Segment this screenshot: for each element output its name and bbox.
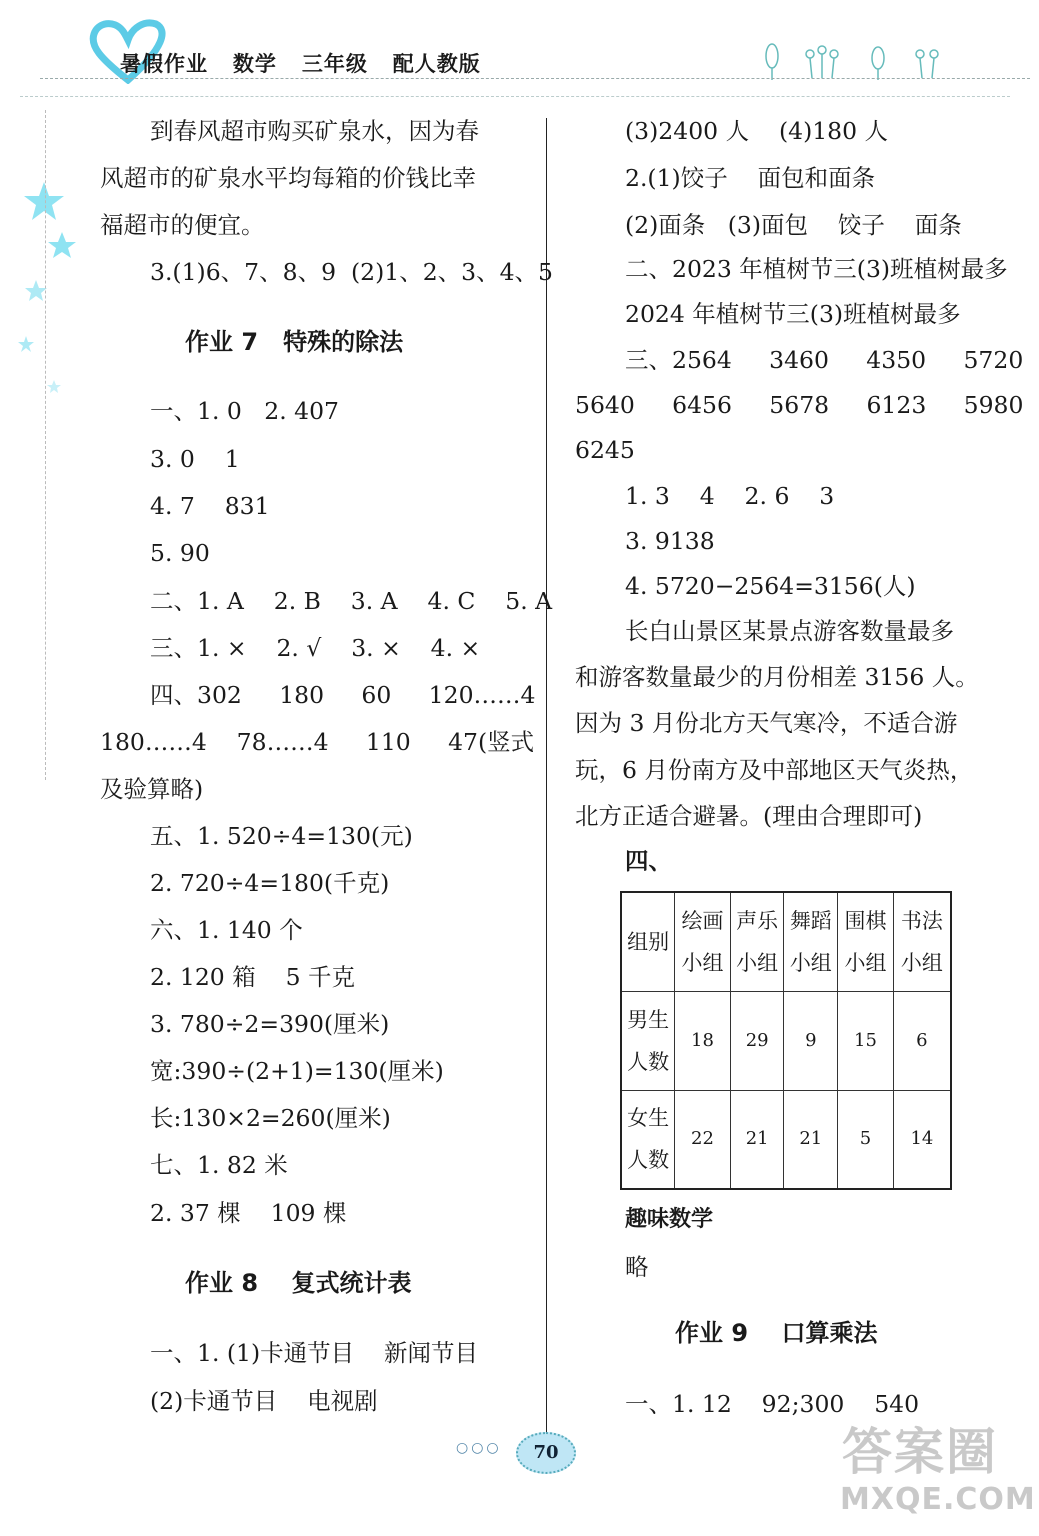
text-line: 因为 3 月份北方天气寒冷，不适合游 [575, 709, 958, 737]
table-header-cell: 书法 小组 [893, 892, 951, 991]
answer-line: 3.(1)6、7、8、9 (2)1、2、3、4、5 [150, 258, 553, 286]
table-header-cell: 绘画 小组 [675, 892, 731, 991]
margin-guide [45, 110, 46, 780]
answer-line: 一、1. 0 2. 407 [150, 397, 339, 425]
header-divider [40, 78, 1030, 79]
tree-decoration-icon [760, 40, 950, 82]
answer-line: 6245 [575, 436, 635, 464]
table-cell: 29 [730, 991, 784, 1090]
answer-line: 2.(1)饺子 面包和面条 [625, 164, 876, 192]
star-decoration-icon [18, 180, 78, 400]
answer-line: 二、1. A 2. B 3. A 4. C 5. A [150, 587, 553, 615]
row-label: 男生 人数 [621, 991, 675, 1090]
section-heading: 作业 8 复式统计表 [185, 1269, 412, 1297]
answer-line: 5640 6456 5678 6123 5980 [575, 391, 1024, 419]
answer-line: 一、1. (1)卡通节目 新闻节目 [150, 1339, 479, 1367]
answer-line: 2024 年植树节三(3)班植树最多 [625, 300, 961, 328]
text-line: 到春风超市购买矿泉水，因为春 [150, 117, 479, 145]
answer-line: 4. 5720−2564=3156(人) [625, 572, 916, 600]
table-header-row [621, 892, 951, 991]
table-cell: 15 [838, 991, 894, 1090]
page-number: 70 [516, 1432, 576, 1474]
answer-line: 2. 120 箱 5 千克 [150, 963, 356, 991]
text-line: 长白山景区某景点游客数量最多 [625, 617, 954, 645]
answer-line: 4. 7 831 [150, 492, 270, 520]
answer-line: 二、2023 年植树节三(3)班植树最多 [625, 255, 1008, 283]
table-header-cell: 围棋 小组 [838, 892, 894, 991]
text-line: 风超市的矿泉水平均每箱的价钱比幸 [100, 164, 476, 192]
table-cell: 6 [893, 991, 951, 1090]
table-cell: 9 [784, 991, 838, 1090]
answer-line: 宽:390÷(2+1)=130(厘米) [150, 1057, 444, 1085]
answer-line: 3. 780÷2=390(厘米) [150, 1010, 390, 1038]
footer-dots: ○○○ [456, 1440, 502, 1456]
page-header [0, 0, 1039, 110]
answer-line: 四、302 180 60 120……4 [150, 681, 536, 709]
table-cell: 18 [675, 991, 731, 1090]
text-line: 玩，6 月份南方及中部地区天气炎热， [575, 756, 974, 784]
table-cell: 22 [675, 1090, 731, 1189]
answer-line: 七、1. 82 米 [150, 1151, 288, 1179]
answer-line: 2. 720÷4=180(千克) [150, 869, 390, 897]
answer-line: (2)面条 (3)面包 饺子 面条 [625, 211, 962, 239]
table-cell: 21 [784, 1090, 838, 1189]
column-divider [546, 118, 547, 1440]
answer-line: 三、1. × 2. √ 3. × 4. × [150, 634, 481, 662]
table-header-cell: 声乐 小组 [730, 892, 784, 991]
answer-line: 三、2564 3460 4350 5720 [625, 346, 1024, 374]
answer-line: 2. 37 棵 109 棵 [150, 1199, 347, 1227]
section-heading: 作业 7 特殊的除法 [185, 328, 404, 356]
header-divider-2 [20, 96, 1010, 97]
text-line: 北方正适合避暑。(理由合理即可) [575, 802, 923, 830]
watermark-text: 答案圈 [842, 1423, 998, 1481]
header-title: 暑假作业 数学 三年级 配人教版 [120, 52, 481, 76]
text-line: 福超市的便宜。 [100, 211, 265, 239]
answer-line: 六、1. 140 个 [150, 916, 303, 944]
answer-line: (2)卡通节目 电视剧 [150, 1387, 378, 1415]
table-row [621, 991, 951, 1090]
answer-line: 1. 3 4 2. 6 3 [625, 482, 835, 510]
fun-math-title: 趣味数学 [625, 1207, 714, 1232]
text-line: 和游客数量最少的月份相差 3156 人。 [575, 663, 979, 691]
answer-line: 3. 9138 [625, 527, 715, 555]
section-heading: 作业 9 口算乘法 [675, 1319, 878, 1347]
answer-line: 一、1. 12 92;300 540 [625, 1390, 920, 1418]
answer-line: 5. 90 [150, 539, 210, 567]
group-stats-table [620, 891, 952, 1190]
answer-line: 3. 0 1 [150, 445, 240, 473]
table-cell: 21 [730, 1090, 784, 1189]
row-label: 女生 人数 [621, 1090, 675, 1189]
answer-line: 长:130×2=260(厘米) [150, 1104, 391, 1132]
fun-math-body: 略 [625, 1253, 649, 1281]
table-cell: 14 [893, 1090, 951, 1189]
answer-line: 180……4 78……4 110 47(竖式 [100, 728, 535, 756]
answer-line: 五、1. 520÷4=130(元) [150, 822, 413, 850]
watermark [832, 1412, 1036, 1530]
table-header-cell: 舞蹈 小组 [784, 892, 838, 991]
table-cell: 5 [838, 1090, 894, 1189]
answer-line: 及验算略) [100, 775, 204, 803]
watermark-url: MXQE.COM [840, 1482, 1036, 1517]
answer-line: 四、 [625, 847, 672, 875]
table-row [621, 1090, 951, 1189]
table-header-cell: 组别 [621, 892, 675, 991]
answer-line: (3)2400 人 (4)180 人 [625, 117, 889, 145]
